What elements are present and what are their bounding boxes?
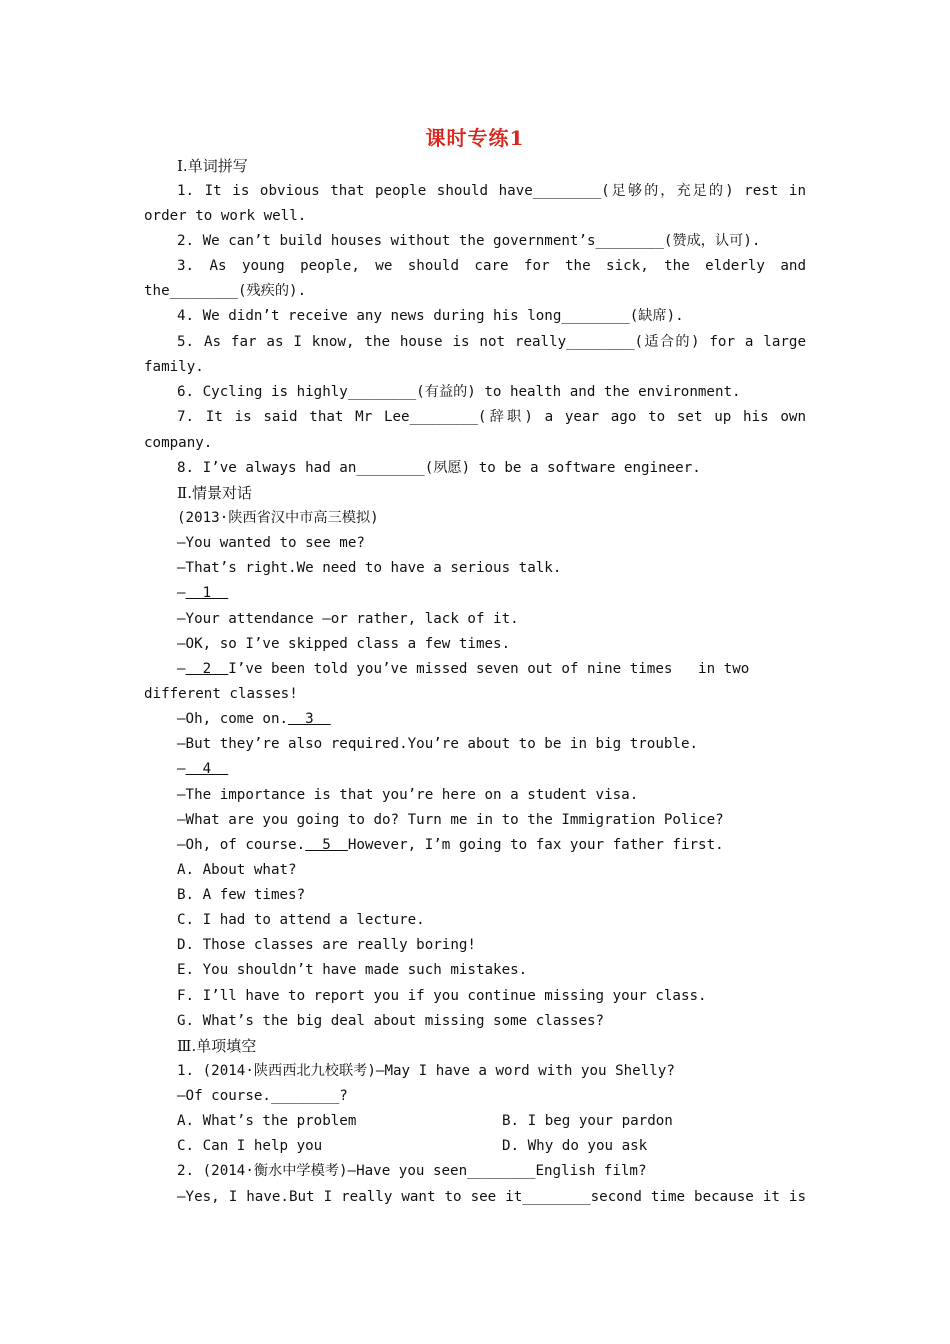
spelling-q1-line1: 1. It is obvious that people should have________(足够的，充足的) rest in <box>177 183 806 199</box>
dialogue-line <box>177 757 806 781</box>
dialogue-line <box>177 657 806 681</box>
dialogue-text: —Oh, come on. <box>177 711 289 727</box>
dialogue-option: E. You shouldn’t have made such mistakes. <box>177 962 528 978</box>
section-heading-dialogue: Ⅱ.情景对话 <box>177 484 252 502</box>
dialogue-dash: — <box>177 585 186 601</box>
section-heading-spelling: Ⅰ.单词拼写 <box>177 157 248 175</box>
spelling-q8: 8. I’ve always had an________(夙愿) to be a software engineer. <box>177 460 701 476</box>
dialogue-text: —Oh, of course. <box>177 837 306 853</box>
dialogue-blank-4: 4 <box>185 761 229 777</box>
choice-q1-options-row2 <box>177 1134 806 1158</box>
spelling-q3-line1: 3. As young people, we should care for the sick, the elderly and <box>177 258 806 274</box>
choice-q1: 1. (2014·陕西西北九校联考)—May I have a word with you Shelly? <box>177 1063 675 1079</box>
spelling-q5-line2: family. <box>144 359 204 375</box>
choice-q1-reply: —Of course.________? <box>177 1088 348 1104</box>
dialogue-option: C. I had to attend a lecture. <box>177 912 425 928</box>
choice-q2-reply: —Yes, I have.But I really want to see it________second time because it is <box>177 1189 806 1205</box>
spelling-q3-line2: the________(残疾的). <box>144 283 307 299</box>
dialogue-option: F. I’ll have to report you if you continue missing your class. <box>177 988 707 1004</box>
dialogue-source: (2013·陕西省汉中市高三模拟) <box>177 510 379 526</box>
dialogue-line: —But they’re also required.You’re about to be in big trouble. <box>177 736 699 752</box>
page-title: 课时专练1 <box>425 126 525 150</box>
dialogue-line: —What are you going to do? Turn me in to the Immigration Police? <box>177 812 724 828</box>
spelling-q4: 4. We didn’t receive any news during his long________(缺席). <box>177 308 684 324</box>
spelling-q6: 6. Cycling is highly________(有益的) to health and the environment. <box>177 384 741 400</box>
dialogue-line <box>177 707 806 731</box>
dialogue-line: different classes! <box>144 686 298 702</box>
dialogue-blank-3: 3 <box>288 711 331 727</box>
dialogue-option: D. Those classes are really boring! <box>177 937 476 953</box>
choice-option-b: B. I beg your pardon <box>502 1113 673 1129</box>
dialogue-line: —The importance is that you’re here on a student visa. <box>177 787 639 803</box>
choice-option-a: A. What’s the problem <box>177 1113 357 1129</box>
dialogue-line: —You wanted to see me? <box>177 535 365 551</box>
dialogue-line <box>177 833 806 857</box>
choice-q1-options-row1 <box>177 1109 806 1133</box>
spelling-q1-line2: order to work well. <box>144 208 307 224</box>
dialogue-text: I’ve been told you’ve missed seven out of nine times in two <box>228 661 750 677</box>
choice-option-c: C. Can I help you <box>177 1138 323 1154</box>
dialogue-option: G. What’s the big deal about missing some classes? <box>177 1013 605 1029</box>
dialogue-line <box>177 581 806 605</box>
spelling-q5-line1: 5. As far as I know, the house is not really________(适合的) for a large <box>177 334 806 350</box>
dialogue-line: —Your attendance —or rather, lack of it. <box>177 611 519 627</box>
choice-option-d: D. Why do you ask <box>502 1138 648 1154</box>
section-heading-choice: Ⅲ.单项填空 <box>177 1037 257 1055</box>
spelling-q7-line1: 7. It is said that Mr Lee________(辞职) a year ago to set up his own <box>177 409 806 425</box>
dialogue-line: —That’s right.We need to have a serious talk. <box>177 560 562 576</box>
dialogue-text: However, I’m going to fax your father first. <box>347 837 724 853</box>
dialogue-blank-5: 5 <box>305 837 348 853</box>
dialogue-dash: — <box>177 661 186 677</box>
dialogue-blank-1: 1 <box>185 585 229 601</box>
dialogue-line: —OK, so I’ve skipped class a few times. <box>177 636 511 652</box>
choice-q2: 2. (2014·衡水中学模考)—Have you seen________English film? <box>177 1163 647 1179</box>
spelling-q2: 2. We can’t build houses without the government’s________(赞成，认可). <box>177 233 761 249</box>
dialogue-dash: — <box>177 761 186 777</box>
spelling-q7-line2: company. <box>144 435 213 451</box>
dialogue-option: A. About what? <box>177 862 297 878</box>
dialogue-blank-2: 2 <box>185 661 229 677</box>
dialogue-option: B. A few times? <box>177 887 306 903</box>
